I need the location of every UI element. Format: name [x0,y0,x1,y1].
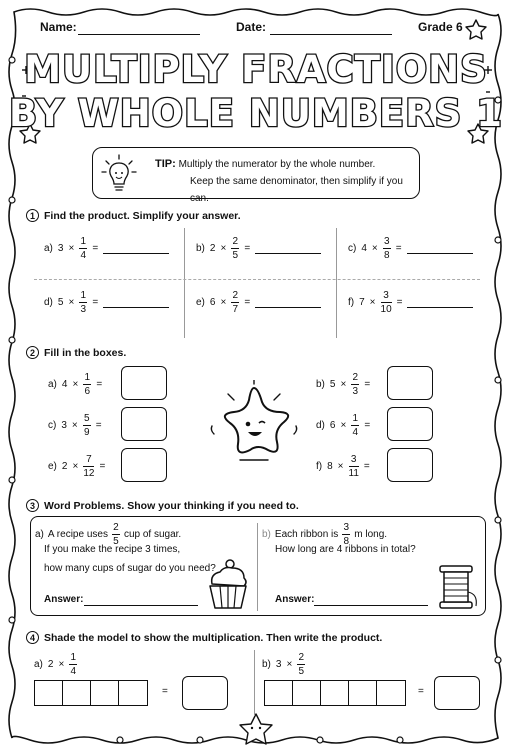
times-sign: × [371,243,378,254]
equals-sign: = [99,461,106,472]
denominator: 10 [380,304,392,315]
problem-letter: e) [48,461,57,472]
equals-sign: = [418,686,424,697]
whole-number: 3 [57,243,64,254]
whole-number: 4 [361,243,367,254]
times-sign: × [220,297,227,308]
lightbulb-icon [101,154,137,194]
numerator: 5 [83,413,90,424]
problem-letter: a) [44,243,53,254]
problem-letter: f) [316,461,323,472]
times-sign: × [340,379,347,390]
numerator: 3 [383,290,389,301]
numerator: 2 [232,290,239,301]
denominator: 12 [83,468,95,479]
whole-number: 6 [209,297,216,308]
answer-box[interactable] [121,366,167,400]
whole-number: 7 [359,297,365,308]
problem-text: Each ribbon is [274,529,339,540]
answer-box[interactable] [182,676,228,710]
times-sign: × [369,297,376,308]
answer-label: Answer: [275,594,315,605]
fraction [351,372,359,397]
name-label: Name: [40,20,77,34]
problem-letter: a) [48,379,57,390]
fraction [231,290,239,315]
equals-sign: = [244,297,251,308]
fill-box-problem [48,372,102,397]
grid-divider [254,650,255,716]
model-cell[interactable] [119,681,147,705]
section-title: Shade the model to show the multiplication. Then write the product. [44,631,383,644]
problem-letter: c) [48,420,57,431]
section-3-heading [26,499,299,512]
problem-text: A recipe uses [47,529,108,540]
fraction [79,236,87,261]
denominator: 5 [298,666,305,677]
model-cell[interactable] [293,681,321,705]
answer-box[interactable] [121,407,167,441]
times-sign: × [340,420,347,431]
equals-sign: = [244,243,251,254]
answer-box[interactable] [387,448,433,482]
word-problem-b-line-2: How long are 4 ribbons in total? [275,544,416,555]
numerator: 1 [352,413,359,424]
fraction [349,454,359,479]
tip-label: TIP: [155,158,176,170]
equals-sign: = [363,461,370,472]
problem-letter: b) [316,379,325,390]
fraction [83,372,91,397]
whole-number: 2 [209,243,216,254]
section-1-heading [26,209,241,222]
times-sign: × [71,420,78,431]
answer-line[interactable] [255,298,321,308]
whole-number: 4 [61,379,68,390]
model-cell[interactable] [321,681,349,705]
whole-number: 5 [57,297,64,308]
denominator: 5 [232,250,239,261]
tip-box [92,147,420,204]
fraction [79,290,87,315]
times-sign: × [58,659,65,670]
denominator: 8 [383,250,390,261]
times-sign: × [220,243,227,254]
model-cell[interactable] [35,681,63,705]
numerator: 3 [350,454,357,465]
model-cell[interactable] [91,681,119,705]
times-sign: × [337,461,344,472]
product-problem [196,236,321,261]
answer-line[interactable] [103,298,169,308]
grid-divider [336,228,337,338]
word-problem-a-line-2: If you make the recipe 3 times, [44,544,181,555]
answer-box[interactable] [387,366,433,400]
equals-sign: = [364,379,371,390]
numerator: 3 [343,522,350,533]
equals-sign: = [395,243,402,254]
grid-divider [257,523,258,611]
numerator: 2 [352,372,359,383]
answer-line[interactable] [255,244,321,254]
fraction [297,652,305,677]
numerator: 7 [86,454,92,465]
whole-number: 6 [329,420,336,431]
numerator: 2 [113,522,119,533]
answer-box[interactable] [121,448,167,482]
problem-letter: b) [262,659,271,670]
title-line-2: BY WHOLE NUMBERS 1 [9,92,503,135]
fraction [383,236,391,261]
denominator: 4 [70,666,77,677]
ribbon-spool-icon [436,562,480,610]
numerator: 2 [232,236,239,247]
section-4-heading [26,631,382,644]
fraction-model-a[interactable] [34,680,148,706]
times-sign: × [286,659,293,670]
denominator: 11 [348,468,359,479]
equals-sign: = [95,420,102,431]
answer-line[interactable] [103,244,169,254]
denominator: 7 [232,304,239,315]
product-problem [44,290,169,315]
product-problem [44,236,169,261]
section-number: 1 [26,209,39,222]
problem-letter: f) [348,297,355,308]
numerator: 1 [70,652,77,663]
model-cell[interactable] [265,681,293,705]
problem-letter: c) [348,243,357,254]
model-cell[interactable] [63,681,91,705]
equals-sign: = [396,297,403,308]
answer-line[interactable] [407,298,473,308]
grid-divider [34,279,480,280]
model-cell[interactable] [349,681,377,705]
equals-sign: = [92,297,99,308]
fraction-model-b[interactable] [264,680,406,706]
whole-number: 8 [327,461,333,472]
times-sign: × [68,297,75,308]
fill-box-problem [316,413,370,438]
whole-number: 3 [61,420,67,431]
section-title: Fill in the boxes. [44,346,127,359]
answer-box[interactable] [434,676,480,710]
times-sign: × [72,379,79,390]
whole-number: 3 [275,659,282,670]
answer-field-b[interactable] [314,594,428,606]
product-problem [348,290,473,315]
problem-letter: b) [196,243,205,254]
fraction [381,290,392,315]
denominator: 4 [352,427,359,438]
whole-number: 2 [61,461,68,472]
numerator: 1 [80,290,87,301]
problem-letter: e) [196,297,205,308]
section-2-heading [26,346,126,359]
model-cell[interactable] [377,681,405,705]
equals-sign: = [364,420,371,431]
denominator: 8 [343,536,350,547]
fraction [231,236,239,261]
answer-field-a[interactable] [84,594,198,606]
tip-line-1: Multiply the numerator by the whole number. [178,159,376,170]
denominator: 9 [83,427,90,438]
star-mascot-icon [204,380,304,466]
equals-sign: = [92,243,99,254]
problem-text: m long. [354,529,388,540]
section-number: 3 [26,499,39,512]
whole-number: 5 [329,379,336,390]
section-title: Word Problems. Show your thinking if you need to. [44,499,299,512]
section-number: 4 [26,631,39,644]
star-icon [466,20,486,39]
fraction [351,413,359,438]
fill-box-problem [316,454,370,479]
times-sign: × [72,461,79,472]
name-field[interactable] [78,23,200,35]
cupcake-icon [206,556,250,610]
times-sign: × [68,243,75,254]
numerator: 3 [383,236,390,247]
grid-divider [184,228,185,338]
denominator: 6 [84,386,91,397]
answer-line[interactable] [407,244,473,254]
problem-letter: d) [316,420,325,431]
answer-label: Answer: [44,594,84,605]
date-label: Date: [236,20,267,34]
problem-letter: a) [35,529,44,540]
numerator: 1 [80,236,87,247]
section-title: Find the product. Simplify your answer. [44,209,241,222]
equals-sign: = [162,686,168,697]
answer-box[interactable] [387,407,433,441]
problem-text: cup of sugar. [123,529,182,540]
tip-line-2: Keep the same denominator, then simplify if you can. [190,176,403,204]
denominator: 3 [80,304,87,315]
numerator: 1 [84,372,91,383]
section-number: 2 [26,346,39,359]
fill-box-problem [48,454,105,479]
grade-label: Grade 6 [418,20,463,34]
fraction [69,652,77,677]
date-field[interactable] [270,23,392,35]
equals-sign: = [96,379,103,390]
fraction [83,454,94,479]
fill-box-problem [48,413,102,438]
whole-number: 2 [47,659,54,670]
problem-letter: d) [44,297,53,308]
title-line-1: MULTIPLY FRACTIONS [24,48,488,91]
problem-letter: b) [262,529,271,540]
product-problem [196,290,321,315]
word-problem-a-line-3: how many cups of sugar do you need? [44,563,216,574]
fill-box-problem [316,372,370,397]
denominator: 3 [352,386,359,397]
denominator: 5 [113,536,119,547]
model-problem-b [262,652,305,677]
fraction [83,413,91,438]
model-problem-a [34,652,77,677]
problem-letter: a) [34,659,43,670]
product-problem [348,236,473,261]
denominator: 4 [80,250,87,261]
numerator: 2 [298,652,305,663]
